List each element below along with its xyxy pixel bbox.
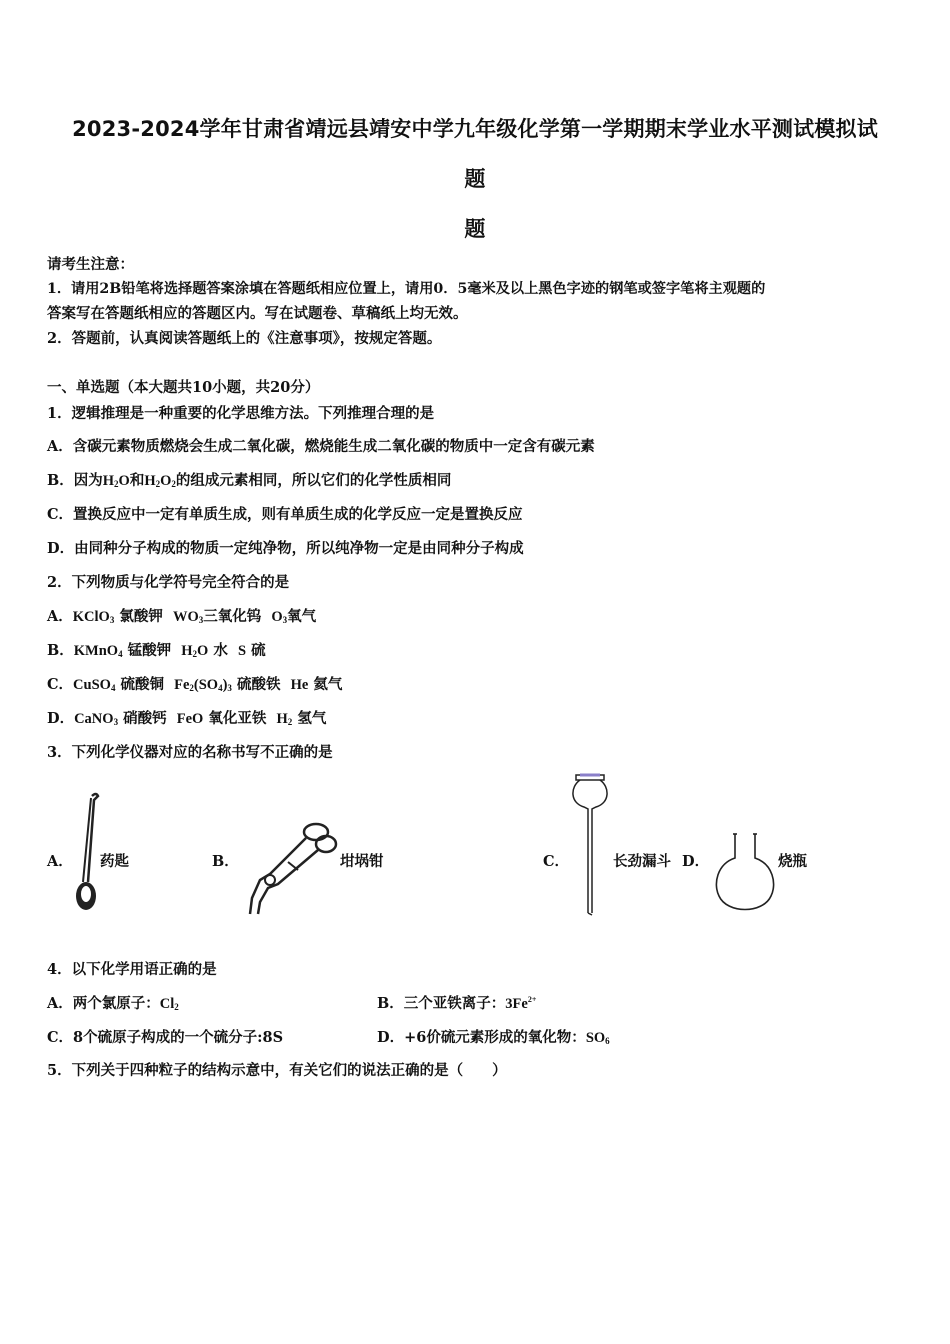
question-4-option-b: B．三个亚铁离子：$3Fe^{2+}$ xyxy=(377,995,537,1012)
exam-title-line-3: 题 xyxy=(464,217,486,241)
question-2-option-c: C．CuSO$_4$ 硫酸铜 $Fe_2(SO_4)_3$ 硫酸铁 He 氦气 xyxy=(47,676,343,693)
question-4-option-d: D．+6价硫元素形成的氧化物：$SO_6$ xyxy=(377,1029,610,1046)
question-4-stem: 4．以下化学用语正确的是 xyxy=(47,961,217,978)
notice-item-1-line-2: 答案写在答题纸相应的答题区内。写在试题卷、草稿纸上均无效。 xyxy=(47,305,468,322)
question-3-option-c-name: 长劲漏斗 xyxy=(613,853,671,870)
crucible-tongs-image xyxy=(240,818,340,918)
question-2-stem: 2．下列物质与化学符号完全符合的是 xyxy=(47,574,290,591)
question-3-option-d-label: D． xyxy=(682,853,710,870)
question-2-option-a: A．KClO$_3$ 氯酸钾 $WO_3$三氧化钨 $O_3$氧气 xyxy=(47,608,317,625)
notice-heading: 请考生注意： xyxy=(47,256,134,273)
question-2-option-d: D．CaNO$_3$ 硝酸钙 FeO 氧化亚铁 $H_2$ 氢气 xyxy=(47,710,327,727)
notice-item-1-line-1: 1．请用2B铅笔将选择题答案涂填在答题纸相应位置上，请用0．5毫米及以上黑色字迹的钢笔或签字笔将主观题的 xyxy=(47,281,766,297)
question-1-stem: 1．逻辑推理是一种重要的化学思维方法。下列推理合理的是 xyxy=(47,405,435,422)
question-2-option-b: B．KMnO$_4$ 锰酸钾 $H_2O$ 水 S 硫 xyxy=(47,642,266,659)
question-4-option-c: C．8个硫原子构成的一个硫分子:8S xyxy=(47,1029,284,1046)
question-1-option-b: B．因为$H_2O$和$H_2O_2$的组成元素相同，所以它们的化学性质相同 xyxy=(47,472,452,489)
exam-title-line-2: 题 xyxy=(464,167,486,191)
question-1-option-c: C．置换反应中一定有单质生成，则有单质生成的化学反应一定是置换反应 xyxy=(47,506,523,523)
question-3-option-c-label: C． xyxy=(543,853,570,870)
section-1-heading: 一、单选题（本大题共10小题，共20分） xyxy=(47,379,320,396)
question-1-option-d: D．由同种分子构成的物质一定纯净物，所以纯净物一定是由同种分子构成 xyxy=(47,540,524,557)
question-3-option-b-label: B． xyxy=(212,853,239,870)
round-flask-image xyxy=(713,832,777,916)
question-3-option-a-name: 药匙 xyxy=(100,853,129,870)
question-3-stem: 3．下列化学仪器对应的名称书写不正确的是 xyxy=(47,744,333,761)
question-3-option-a-label: A． xyxy=(47,853,73,870)
exam-title-line-1: 2023-2024学年甘肃省靖远县靖安中学九年级化学第一学期期末学业水平测试模拟试 xyxy=(72,117,878,141)
notice-item-2: 2．答题前，认真阅读答题纸上的《注意事项》，按规定答题。 xyxy=(47,330,442,347)
long-neck-funnel-image xyxy=(568,773,614,918)
question-1-option-a: A．含碳元素物质燃烧会生成二氧化碳，燃烧能生成二氧化碳的物质中一定含有碳元素 xyxy=(47,438,595,455)
question-5-stem: 5．下列关于四种粒子的结构示意中，有关它们的说法正确的是（ ） xyxy=(47,1062,507,1079)
question-3-option-b-name: 坩埚钳 xyxy=(340,853,384,870)
question-4-option-a: A．两个氯原子：$Cl_2$ xyxy=(47,995,179,1012)
question-3-option-d-name: 烧瓶 xyxy=(778,853,807,870)
